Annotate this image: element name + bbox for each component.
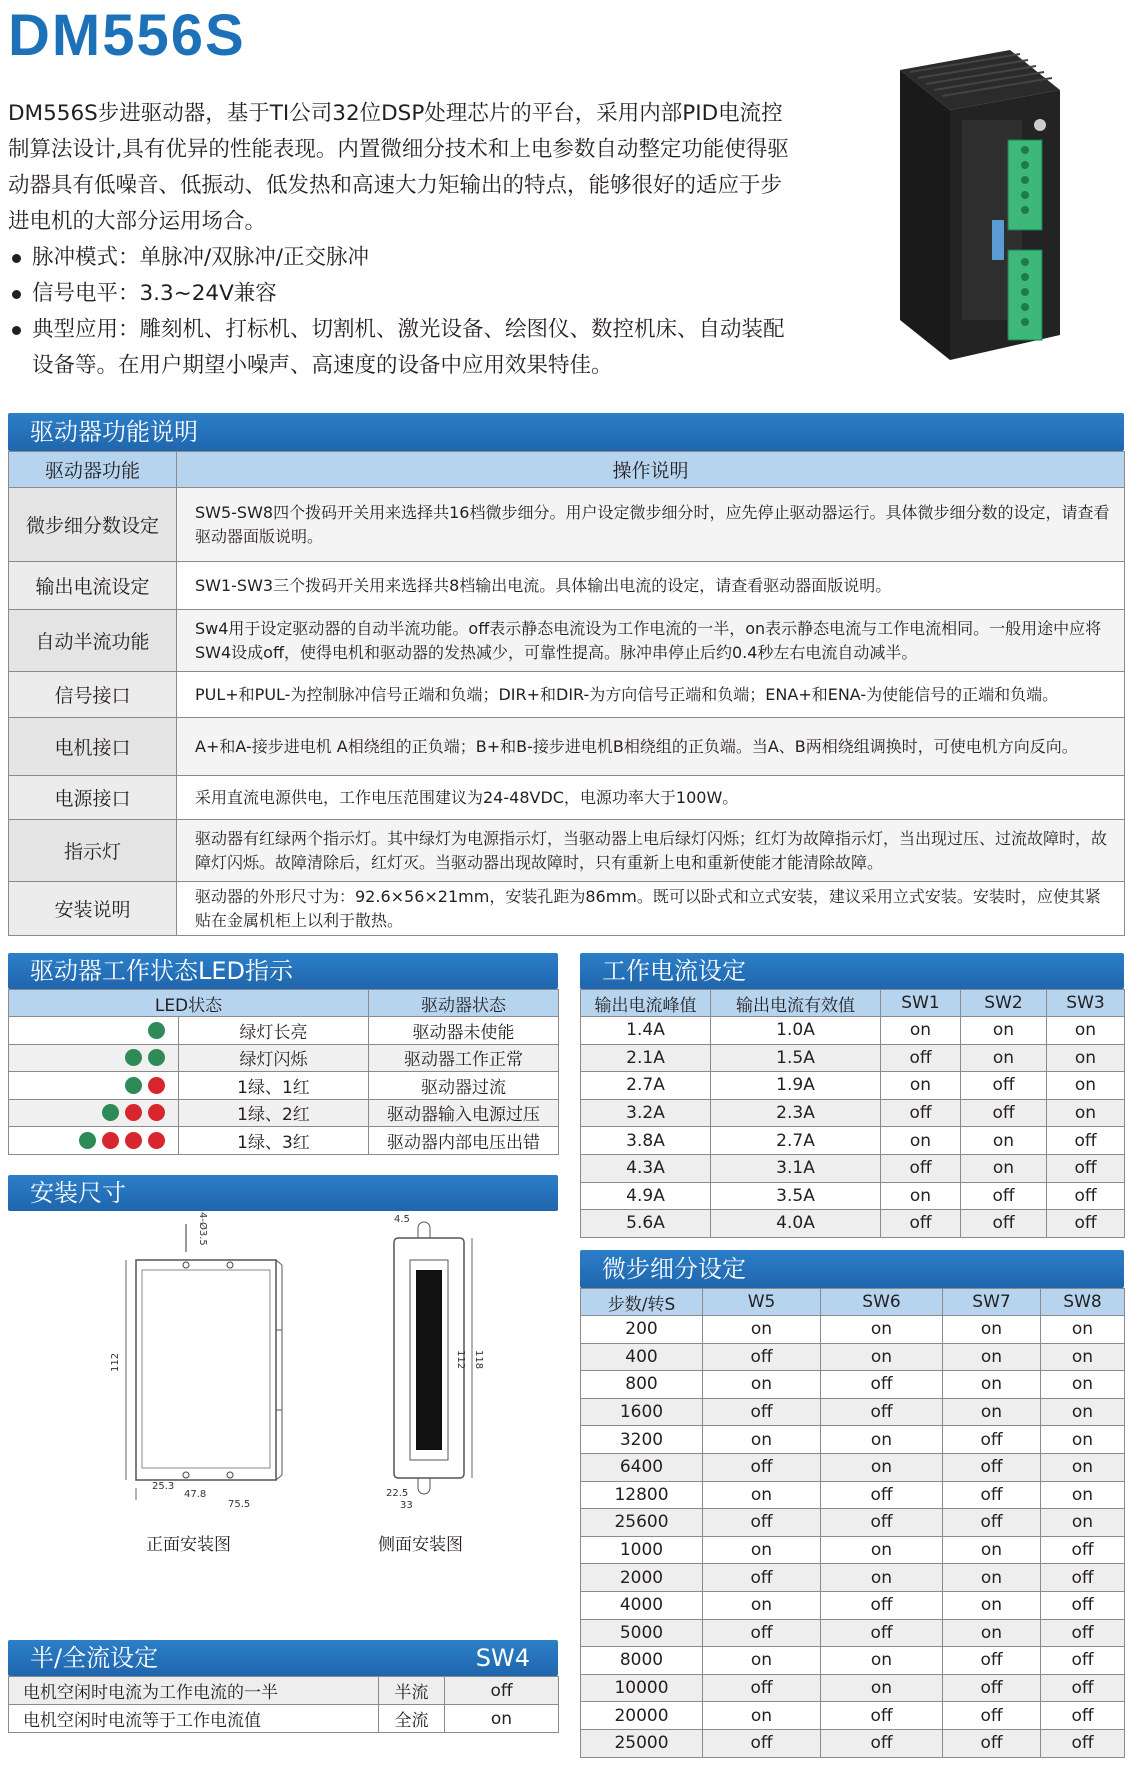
cell: 4.9A (581, 1182, 711, 1210)
col-state: 驱动器状态 (369, 990, 559, 1017)
cell: off (943, 1509, 1041, 1537)
dim-75-5: 75.5 (228, 1499, 251, 1510)
cell: off (821, 1481, 943, 1509)
cell: on (445, 1705, 559, 1733)
cell: 半流 (379, 1677, 445, 1705)
table-row (581, 1044, 1125, 1072)
cell: off (821, 1591, 943, 1619)
sw4-label: SW4 (475, 1644, 530, 1672)
cell: 1.5A (711, 1044, 881, 1072)
cell: on (961, 1127, 1047, 1155)
led-status: 1绿、1红 (179, 1072, 369, 1100)
cell: 3.1A (711, 1154, 881, 1182)
table-row (581, 1343, 1125, 1371)
led-dots (9, 1127, 179, 1155)
function-name: 电机接口 (9, 718, 177, 776)
cell: on (703, 1481, 821, 1509)
dim-118: 118 (473, 1350, 484, 1370)
function-name: 信号接口 (9, 672, 177, 718)
cell: 25600 (581, 1509, 703, 1537)
microstep-table (580, 1288, 1125, 1758)
dim-25-3: 25.3 (152, 1481, 175, 1492)
led-status: 绿灯长亮 (179, 1017, 369, 1045)
feature-item: 脉冲模式：单脉冲/双脉冲/正交脉冲 (8, 240, 798, 276)
cell: off (943, 1481, 1041, 1509)
col-sw8: SW8 (1041, 1289, 1125, 1316)
driver-state: 驱动器过流 (369, 1072, 559, 1100)
feature-item: 典型应用：雕刻机、打标机、切割机、激光设备、绘图仪、数控机床、自动装配设备等。在用户期望小噪声、高速度的设备中应用效果特佳。 (8, 312, 798, 384)
green-led-icon (79, 1132, 96, 1149)
cell: 1.9A (711, 1072, 881, 1100)
cell: off (881, 1210, 961, 1238)
table-row (581, 1154, 1125, 1182)
green-led-icon (125, 1077, 142, 1094)
cell: on (881, 1017, 961, 1045)
cell: off (1041, 1674, 1125, 1702)
cell: off (1047, 1210, 1125, 1238)
cell: off (821, 1509, 943, 1537)
table-row (581, 1099, 1125, 1127)
cell: on (881, 1072, 961, 1100)
cell: off (961, 1072, 1047, 1100)
product-intro: DM556S步进驱动器，基于TI公司32位DSP处理芯片的平台，采用内部PID电流控制算法设计,具有优异的性能表现。内置微细分技术和上电参数自动整定功能使得驱动器具有低噪音、低振动、低发热和高速大力矩输出的特点，能够很好的适应于步进电机的大部分运用场合。 (8, 101, 789, 234)
table-row (581, 1591, 1125, 1619)
cell: off (1047, 1127, 1125, 1155)
table-row (9, 1677, 559, 1705)
cell: off (821, 1702, 943, 1730)
bullet-icon (12, 254, 21, 263)
cell: off (1041, 1591, 1125, 1619)
dim-4-5: 4.5 (394, 1214, 410, 1225)
current-table (580, 989, 1125, 1238)
cell: off (1041, 1647, 1125, 1675)
cell: 2.7A (581, 1072, 711, 1100)
cell: 3.2A (581, 1099, 711, 1127)
cell: off (881, 1044, 961, 1072)
function-desc: 驱动器有红绿两个指示灯。其中绿灯为电源指示灯，当驱动器上电后绿灯闪烁；红灯为故障指示灯，当出现过压、过流故障时，故障灯闪烁。故障清除后，红灯灭。当驱动器出现故障时，只有重新上电和重新使能才能清除故障。 (177, 820, 1125, 882)
side-drawing (360, 1210, 500, 1510)
cell: on (961, 1154, 1047, 1182)
side-caption: 侧面安装图 (378, 1535, 463, 1555)
led-table (8, 989, 559, 1155)
red-led-icon (125, 1104, 142, 1121)
function-desc: A+和A-接步进电机 A相绕组的正负端；B+和B-接步进电机B相绕组的正负端。当A、B两相绕组调换时，可使电机方向反向。 (177, 718, 1125, 776)
cell: off (703, 1343, 821, 1371)
cell: off (445, 1677, 559, 1705)
function-name: 自动半流功能 (9, 610, 177, 672)
driver-state: 驱动器工作正常 (369, 1044, 559, 1072)
cell: 3200 (581, 1426, 703, 1454)
cell: on (881, 1127, 961, 1155)
cell: on (1041, 1509, 1125, 1537)
cell: off (1041, 1536, 1125, 1564)
cell: on (821, 1453, 943, 1481)
cell: off (943, 1729, 1041, 1757)
cell: 全流 (379, 1705, 445, 1733)
cell: 4.0A (711, 1210, 881, 1238)
cell: off (1041, 1619, 1125, 1647)
cell: on (703, 1591, 821, 1619)
function-name: 安装说明 (9, 882, 177, 936)
cell: on (703, 1426, 821, 1454)
table-row (581, 1536, 1125, 1564)
current-header: 工作电流设定 (580, 953, 1124, 989)
cell: on (1041, 1481, 1125, 1509)
dim-112: 112 (110, 1352, 121, 1372)
driver-state: 驱动器未使能 (369, 1017, 559, 1045)
cell: 1.0A (711, 1017, 881, 1045)
cell: off (943, 1647, 1041, 1675)
cell: on (821, 1647, 943, 1675)
cell: 2000 (581, 1564, 703, 1592)
col-peak: 输出电流峰值 (581, 990, 711, 1017)
green-led-icon (148, 1022, 165, 1039)
front-drawing (100, 1210, 320, 1510)
function-desc: PUL+和PUL-为控制脉冲信号正端和负端；DIR+和DIR-为方向信号正端和负端；ENA+和ENA-为使能信号的正端和负端。 (177, 672, 1125, 718)
cell: off (1041, 1564, 1125, 1592)
functions-header: 驱动器功能说明 (8, 413, 1124, 451)
cell: 3.5A (711, 1182, 881, 1210)
led-dots (9, 1044, 179, 1072)
col-steps: 步数/转S (581, 1289, 703, 1316)
col-desc: 操作说明 (177, 452, 1125, 488)
table-row (581, 1729, 1125, 1757)
cell: on (1047, 1017, 1125, 1045)
function-name: 输出电流设定 (9, 562, 177, 610)
cell: 2.1A (581, 1044, 711, 1072)
cell: off (1047, 1182, 1125, 1210)
dim-112-side: 112 (455, 1350, 466, 1370)
green-led-icon (148, 1049, 165, 1066)
led-dots (9, 1099, 179, 1127)
led-dots (9, 1072, 179, 1100)
table-row (581, 1647, 1125, 1675)
cell: 电机空闲时电流为工作电流的一半 (9, 1677, 379, 1705)
cell: on (821, 1343, 943, 1371)
cell: 8000 (581, 1647, 703, 1675)
driver-state: 驱动器内部电压出错 (369, 1127, 559, 1155)
green-led-icon (102, 1104, 119, 1121)
col-rms: 输出电流有效值 (711, 990, 881, 1017)
driver-state: 驱动器输入电源过压 (369, 1099, 559, 1127)
cell: off (1041, 1702, 1125, 1730)
led-status: 1绿、2红 (179, 1099, 369, 1127)
feature-item: 信号电平：3.3~24V兼容 (8, 276, 798, 312)
cell: 4.3A (581, 1154, 711, 1182)
function-desc: Sw4用于设定驱动器的自动半流功能。off表示静态电流设为工作电流的一半，on表示静态电流与工作电流相同。一般用途中应将 SW4设成off，使得电机和驱动器的发热减少，可靠性提高。脉冲串停止后约0.4秒左右电流自动减半。 (177, 610, 1125, 672)
function-desc: SW1-SW3三个拨码开关用来选择共8档输出电流。具体输出电流的设定，请查看驱动器面版说明。 (177, 562, 1125, 610)
function-name: 微步细分数设定 (9, 488, 177, 562)
product-title: DM556S (8, 3, 246, 68)
table-row (581, 1509, 1125, 1537)
cell: 6400 (581, 1453, 703, 1481)
half-table (8, 1676, 559, 1733)
table-row (581, 1564, 1125, 1592)
function-desc: 驱动器的外形尺寸为：92.6×56×21mm，安装孔距为86mm。既可以卧式和立式安装，建议采用立式安装。安装时，应使其紧贴在金属机柜上以利于散热。 (177, 882, 1125, 936)
cell: on (703, 1371, 821, 1399)
cell: off (943, 1453, 1041, 1481)
bullet-icon (12, 290, 21, 299)
col-led: LED状态 (9, 990, 369, 1017)
cell: on (821, 1564, 943, 1592)
cell: off (1047, 1154, 1125, 1182)
cell: on (703, 1702, 821, 1730)
cell: on (821, 1536, 943, 1564)
red-led-icon (148, 1132, 165, 1149)
cell: on (821, 1426, 943, 1454)
table-row (581, 1127, 1125, 1155)
cell: off (961, 1210, 1047, 1238)
cell: off (881, 1154, 961, 1182)
table-row (581, 1426, 1125, 1454)
cell: on (703, 1316, 821, 1344)
cell: on (961, 1017, 1047, 1045)
cell: on (703, 1647, 821, 1675)
cell: off (821, 1619, 943, 1647)
table-row (581, 1481, 1125, 1509)
cell: on (1041, 1453, 1125, 1481)
cell: on (1047, 1099, 1125, 1127)
cell: on (943, 1536, 1041, 1564)
cell: 2.7A (711, 1127, 881, 1155)
cell: 20000 (581, 1702, 703, 1730)
col-sw1: SW1 (881, 990, 961, 1017)
col-sw6: SW6 (821, 1289, 943, 1316)
cell: off (943, 1674, 1041, 1702)
cell: off (703, 1453, 821, 1481)
cell: on (1047, 1072, 1125, 1100)
table-row (581, 1674, 1125, 1702)
col-sw2: SW2 (961, 990, 1047, 1017)
cell: on (1041, 1398, 1125, 1426)
col-function: 驱动器功能 (9, 452, 177, 488)
cell: off (703, 1398, 821, 1426)
dim-hole: 4-Ø3.5 (197, 1212, 208, 1246)
table-row (581, 1453, 1125, 1481)
cell: 3.8A (581, 1127, 711, 1155)
cell: on (1047, 1044, 1125, 1072)
cell: off (821, 1398, 943, 1426)
product-photo (890, 50, 1070, 360)
cell: 800 (581, 1371, 703, 1399)
dim-47-8: 47.8 (184, 1489, 207, 1500)
cell: off (703, 1674, 821, 1702)
feature-list (8, 240, 798, 384)
cell: 5000 (581, 1619, 703, 1647)
table-row (581, 1017, 1125, 1045)
install-header: 安装尺寸 (8, 1175, 558, 1211)
cell: on (703, 1536, 821, 1564)
functions-table (8, 451, 1125, 936)
table-row (581, 1619, 1125, 1647)
cell: off (703, 1509, 821, 1537)
cell: 5.6A (581, 1210, 711, 1238)
cell: on (821, 1316, 943, 1344)
cell: 4000 (581, 1591, 703, 1619)
cell: off (1041, 1729, 1125, 1757)
cell: on (943, 1591, 1041, 1619)
cell: 1.4A (581, 1017, 711, 1045)
green-led-icon (125, 1049, 142, 1066)
cell: on (943, 1371, 1041, 1399)
function-desc: 采用直流电源供电，工作电压范围建议为24-48VDC，电源功率大于100W。 (177, 776, 1125, 820)
led-header: 驱动器工作状态LED指示 (8, 953, 558, 989)
table-row (581, 1072, 1125, 1100)
cell: 12800 (581, 1481, 703, 1509)
cell: off (961, 1182, 1047, 1210)
led-dots (9, 1017, 179, 1045)
cell: on (943, 1564, 1041, 1592)
cell: 电机空闲时电流等于工作电流值 (9, 1705, 379, 1733)
cell: off (703, 1729, 821, 1757)
cell: 200 (581, 1316, 703, 1344)
cell: on (943, 1343, 1041, 1371)
table-row (9, 1705, 559, 1733)
cell: off (703, 1564, 821, 1592)
table-row (581, 1371, 1125, 1399)
microstep-header: 微步细分设定 (580, 1250, 1124, 1288)
cell: on (961, 1044, 1047, 1072)
red-led-icon (148, 1077, 165, 1094)
cell: on (1041, 1426, 1125, 1454)
col-sw7: SW7 (943, 1289, 1041, 1316)
cell: 1600 (581, 1398, 703, 1426)
half-header: 半/全流设定 SW4 (8, 1640, 558, 1676)
cell: 2.3A (711, 1099, 881, 1127)
cell: on (881, 1182, 961, 1210)
cell: off (943, 1426, 1041, 1454)
cell: on (821, 1674, 943, 1702)
cell: 1000 (581, 1536, 703, 1564)
bullet-icon (12, 326, 21, 335)
dim-33: 33 (400, 1500, 413, 1511)
cell: on (943, 1398, 1041, 1426)
table-row (581, 1702, 1125, 1730)
cell: off (703, 1619, 821, 1647)
function-name: 电源接口 (9, 776, 177, 820)
cell: on (943, 1619, 1041, 1647)
function-desc: SW5-SW8四个拨码开关用来选择共16档微步细分。用户设定微步细分时，应先停止驱动器运行。具体微步细分数的设定，请查看驱动器面版说明。 (177, 488, 1125, 562)
cell: on (1041, 1316, 1125, 1344)
cell: 400 (581, 1343, 703, 1371)
cell: off (821, 1371, 943, 1399)
col-sw3: SW3 (1047, 990, 1125, 1017)
table-row (581, 1316, 1125, 1344)
dim-22-5: 22.5 (386, 1488, 409, 1499)
led-status: 绿灯闪烁 (179, 1044, 369, 1072)
cell: 10000 (581, 1674, 703, 1702)
cell: off (881, 1099, 961, 1127)
col-sw5: W5 (703, 1289, 821, 1316)
cell: on (943, 1316, 1041, 1344)
table-row (581, 1210, 1125, 1238)
cell: 25000 (581, 1729, 703, 1757)
cell: off (821, 1729, 943, 1757)
table-row (581, 1398, 1125, 1426)
table-row (581, 1182, 1125, 1210)
led-status: 1绿、3红 (179, 1127, 369, 1155)
function-name: 指示灯 (9, 820, 177, 882)
red-led-icon (102, 1132, 119, 1149)
red-led-icon (125, 1132, 142, 1149)
cell: off (961, 1099, 1047, 1127)
cell: off (943, 1702, 1041, 1730)
cell: on (1041, 1371, 1125, 1399)
cell: on (1041, 1343, 1125, 1371)
front-caption: 正面安装图 (146, 1535, 231, 1555)
red-led-icon (148, 1104, 165, 1121)
